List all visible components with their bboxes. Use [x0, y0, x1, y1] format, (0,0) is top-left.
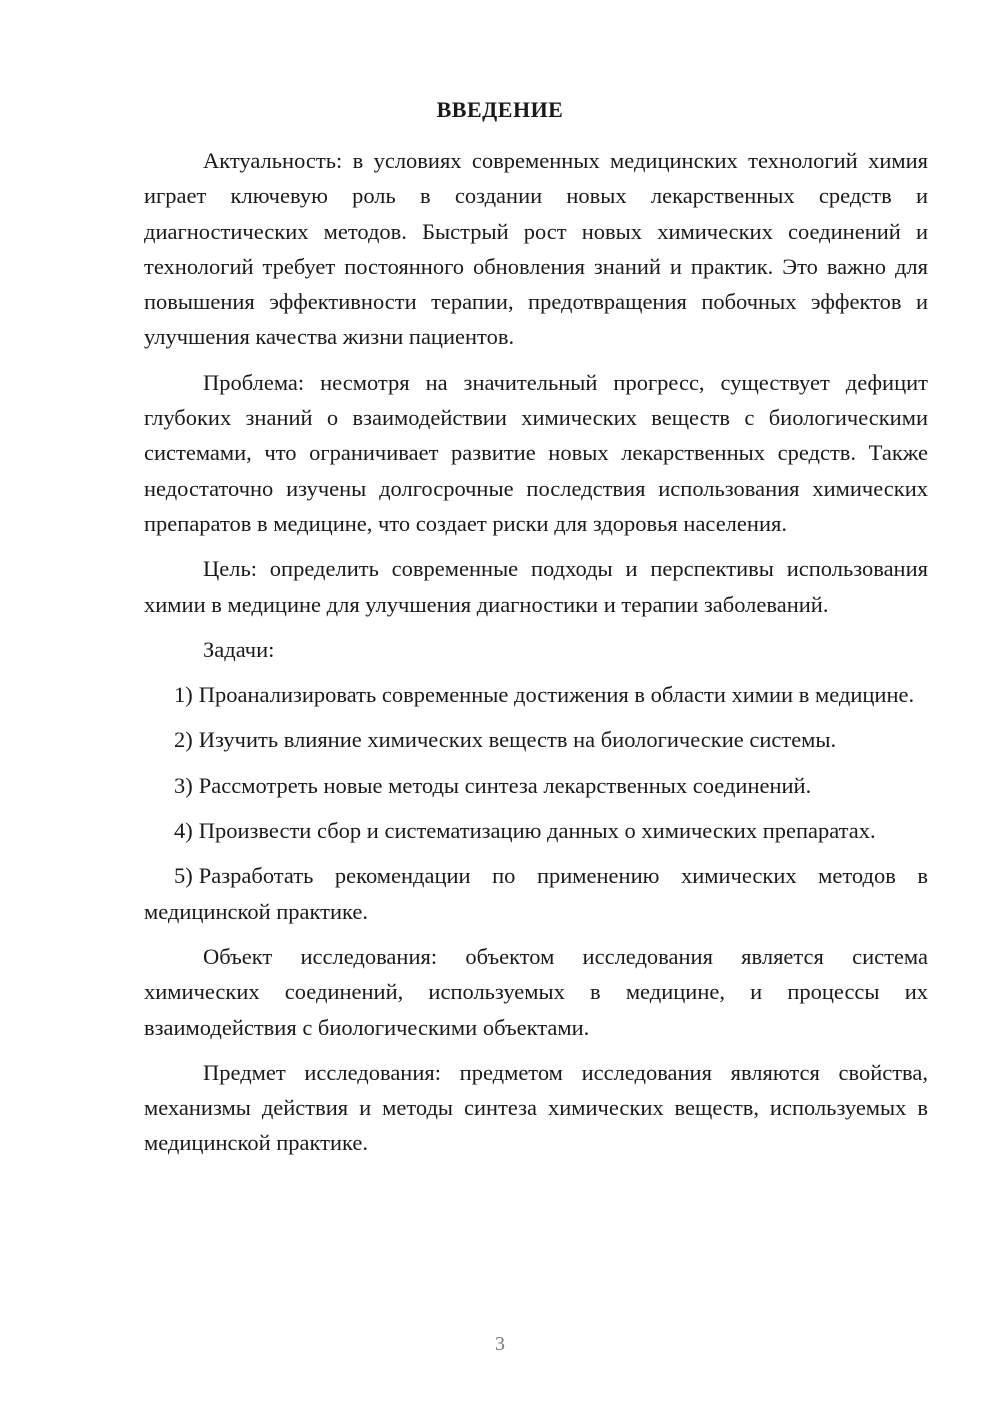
task-text: Разработать рекомендации по применению химических методов в медицинской практике.: [144, 863, 928, 924]
goal-paragraph: Цель: определить современные подходы и перспективы использования химии в медицине для улучшения диагностики и терапии заболеваний.: [144, 556, 928, 617]
task-text: Проанализировать современные достижения в области химии в медицине.: [198, 682, 915, 708]
task-number: 4): [174, 818, 193, 844]
problem-paragraph: Проблема: несмотря на значительный прогресс, существует дефицит глубоких знаний о взаимодействии химических веществ с биологическими системами, что ограничивает развитие новых лекарственных средств. Также недостаточно изучены долгосрочные последствия использования химических препаратов в медицине, что создает риски для здоровья населения.: [144, 369, 928, 536]
task-text: Рассмотреть новые методы синтеза лекарственных соединений.: [198, 772, 812, 798]
subject-paragraph: Предмет исследования: предметом исследования являются свойства, механизмы действия и методы синтеза химических веществ, используемых в медицинской практике.: [144, 1059, 928, 1156]
relevance-paragraph: Актуальность: в условиях современных медицинских технологий химия играет ключевую роль в создании новых лекарственных средств и диагностических методов. Быстрый рост новых химических соединений и технологий требует постоянного обновления знаний и практик. Это важно для повышения эффективности терапии, предотвращения побочных эффектов и улучшения качества жизни пациентов.: [144, 148, 928, 350]
section-title: ВВЕДЕНИЕ: [436, 97, 564, 122]
task-item-2: [144, 722, 928, 757]
task-text: Произвести сбор и систематизацию данных о химических препаратах.: [198, 818, 876, 844]
task-item-1: [144, 677, 928, 712]
document-body: [144, 143, 928, 1171]
task-text: Изучить влияние химических веществ на биологические системы.: [198, 727, 837, 753]
task-number: 2): [174, 727, 193, 753]
object-paragraph: Объект исследования: объектом исследования является система химических соединений, используемых в медицине, и процессы их взаимодействия с биологическими объектами.: [144, 943, 928, 1040]
task-item-3: [144, 768, 928, 803]
tasks-label: Задачи:: [203, 636, 275, 662]
task-number: 1): [174, 682, 193, 708]
task-item-4: [144, 813, 928, 848]
task-number: 3): [174, 772, 193, 798]
task-item-5: [144, 858, 928, 929]
task-number: 5): [174, 863, 193, 889]
page-number: 3: [495, 1333, 505, 1355]
